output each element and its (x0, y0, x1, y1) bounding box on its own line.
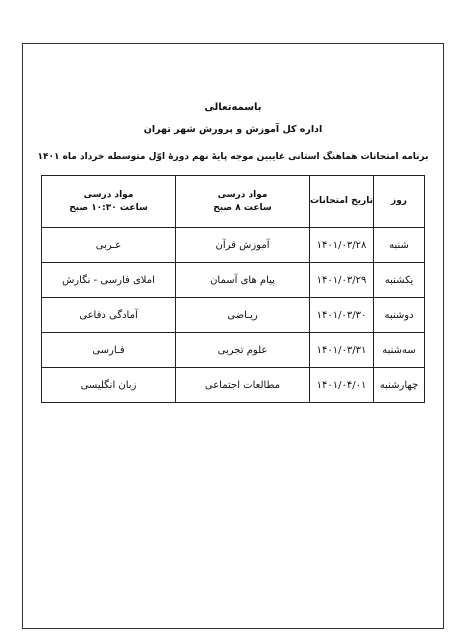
cell-subject-8am: ریـاضی (176, 298, 310, 333)
cell-subject-8am: مطالعات اجتماعی (176, 368, 310, 403)
cell-subject-8am: آموزش قرآن (176, 228, 310, 263)
cell-subject-1030am: زبان انگلیسی (42, 368, 176, 403)
cell-subject-8am: علوم تجربی (176, 333, 310, 368)
header-date (310, 176, 374, 228)
cell-date: ۱۴۰۱/۰۴/۰۱ (310, 368, 374, 403)
table-row (42, 333, 425, 368)
header-subjects-8am (176, 176, 310, 228)
exam-schedule-table (41, 175, 425, 403)
table-row (42, 298, 425, 333)
cell-date: ۱۴۰۱/۰۳/۲۹ (310, 263, 374, 298)
table-row (42, 263, 425, 298)
cell-subject-1030am: املای فارسی - نگارش (42, 263, 176, 298)
table-row (42, 368, 425, 403)
bismillah-heading: باسمه‌تعالی (204, 102, 262, 113)
cell-date: ۱۴۰۱/۰۳/۳۱ (310, 333, 374, 368)
cell-subject-1030am: فـارسی (42, 333, 176, 368)
cell-day: شنبه (374, 228, 425, 263)
cell-day: یکشنبه (374, 263, 425, 298)
cell-subject-1030am: آمادگی دفاعی (42, 298, 176, 333)
header-subjects-8am-time: ساعت ۸ صبح (213, 202, 272, 213)
cell-date: ۱۴۰۱/۰۳/۲۸ (310, 228, 374, 263)
header-subjects-1030am-time: ساعت ۱۰:۳۰ صبح (69, 202, 148, 213)
table-header-row (42, 176, 425, 228)
header-subjects-8am-title: مواد درسی (217, 189, 268, 200)
organization-heading: اداره کل آموزش و پرورش شهر تهران (143, 124, 323, 135)
cell-day: دوشنبه (374, 298, 425, 333)
cell-subject-1030am: عـربی (42, 228, 176, 263)
document-page (22, 43, 444, 629)
header-day-label: روز (391, 196, 407, 206)
header-subjects-1030am (42, 176, 176, 228)
header-date-label: تاریخ امتحانات (310, 196, 373, 206)
cell-date: ۱۴۰۱/۰۳/۳۰ (310, 298, 374, 333)
cell-day: سه‌شنبه (374, 333, 425, 368)
header-day (374, 176, 425, 228)
program-title: برنامه امتحانات هماهنگ استانی غایبین موجه پایهٔ نهم دورهٔ اوّل متوسطه خرداد ماه ۱۴۰۱ (37, 152, 429, 162)
header-subjects-1030am-title: مواد درسی (83, 189, 134, 200)
cell-day: چهارشنبه (374, 368, 425, 403)
table-row (42, 228, 425, 263)
cell-subject-8am: پیام های آسمان (176, 263, 310, 298)
